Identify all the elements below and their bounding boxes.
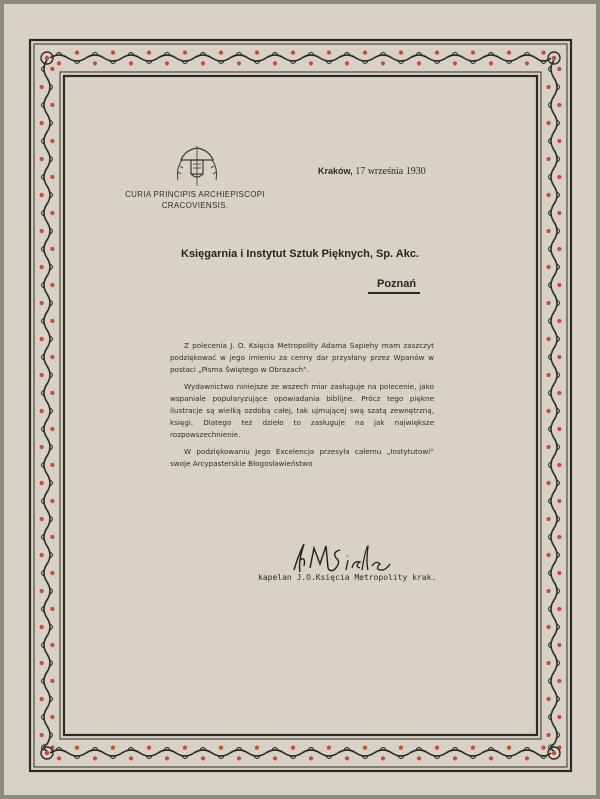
date-text: 17 września 1930 xyxy=(355,166,426,177)
addressee-city: Poznań xyxy=(377,278,417,290)
curia-letterhead xyxy=(125,189,265,211)
body-paragraph-3: W podziękowaniu Jego Excelencja przesyła całemu „Instytutowi“ swoje Arcypasterskie Błogosławieństwo xyxy=(170,446,434,468)
city-underline xyxy=(368,292,420,294)
letter-date xyxy=(318,166,426,177)
signatory-title: kapelan J.O.Księcia Metropolity krak. xyxy=(258,573,437,582)
letter-body xyxy=(170,340,434,474)
curia-line-2: CRACOVIENSIS. xyxy=(161,201,229,210)
body-paragraph-1: Z polecenia J. O. Księcia Metropolity Adama Sapiehy mam zaszczyt podziękować w jego imieniu za cenny dar przysłany przez Wpanów w postaci „Pisma Świętego w Obrazach“. xyxy=(170,341,434,375)
date-place: Kraków, xyxy=(318,166,353,176)
body-paragraph-2: Wydawnictwo niniejsze ze wszech miar zasługuje na polecenie, jako wspaniale popularyzujące opowiadania biblijne. Prócz tego piękne ilustracje są wielką ozdobą całej, tak ujmującej swą szatą zewnętrzną, księgi. Dlatego też dzieło to zasługuje na jak największe rozpowszechnienie. xyxy=(170,381,434,440)
archiepiscopal-coat-of-arms-icon xyxy=(172,146,222,188)
curia-line-1: CURIA PRINCIPIS ARCHIEPISCOPI xyxy=(125,190,265,199)
addressee-name: Księgarnia i Instytut Sztuk Pięknych, Sp. Akc. xyxy=(181,248,419,260)
